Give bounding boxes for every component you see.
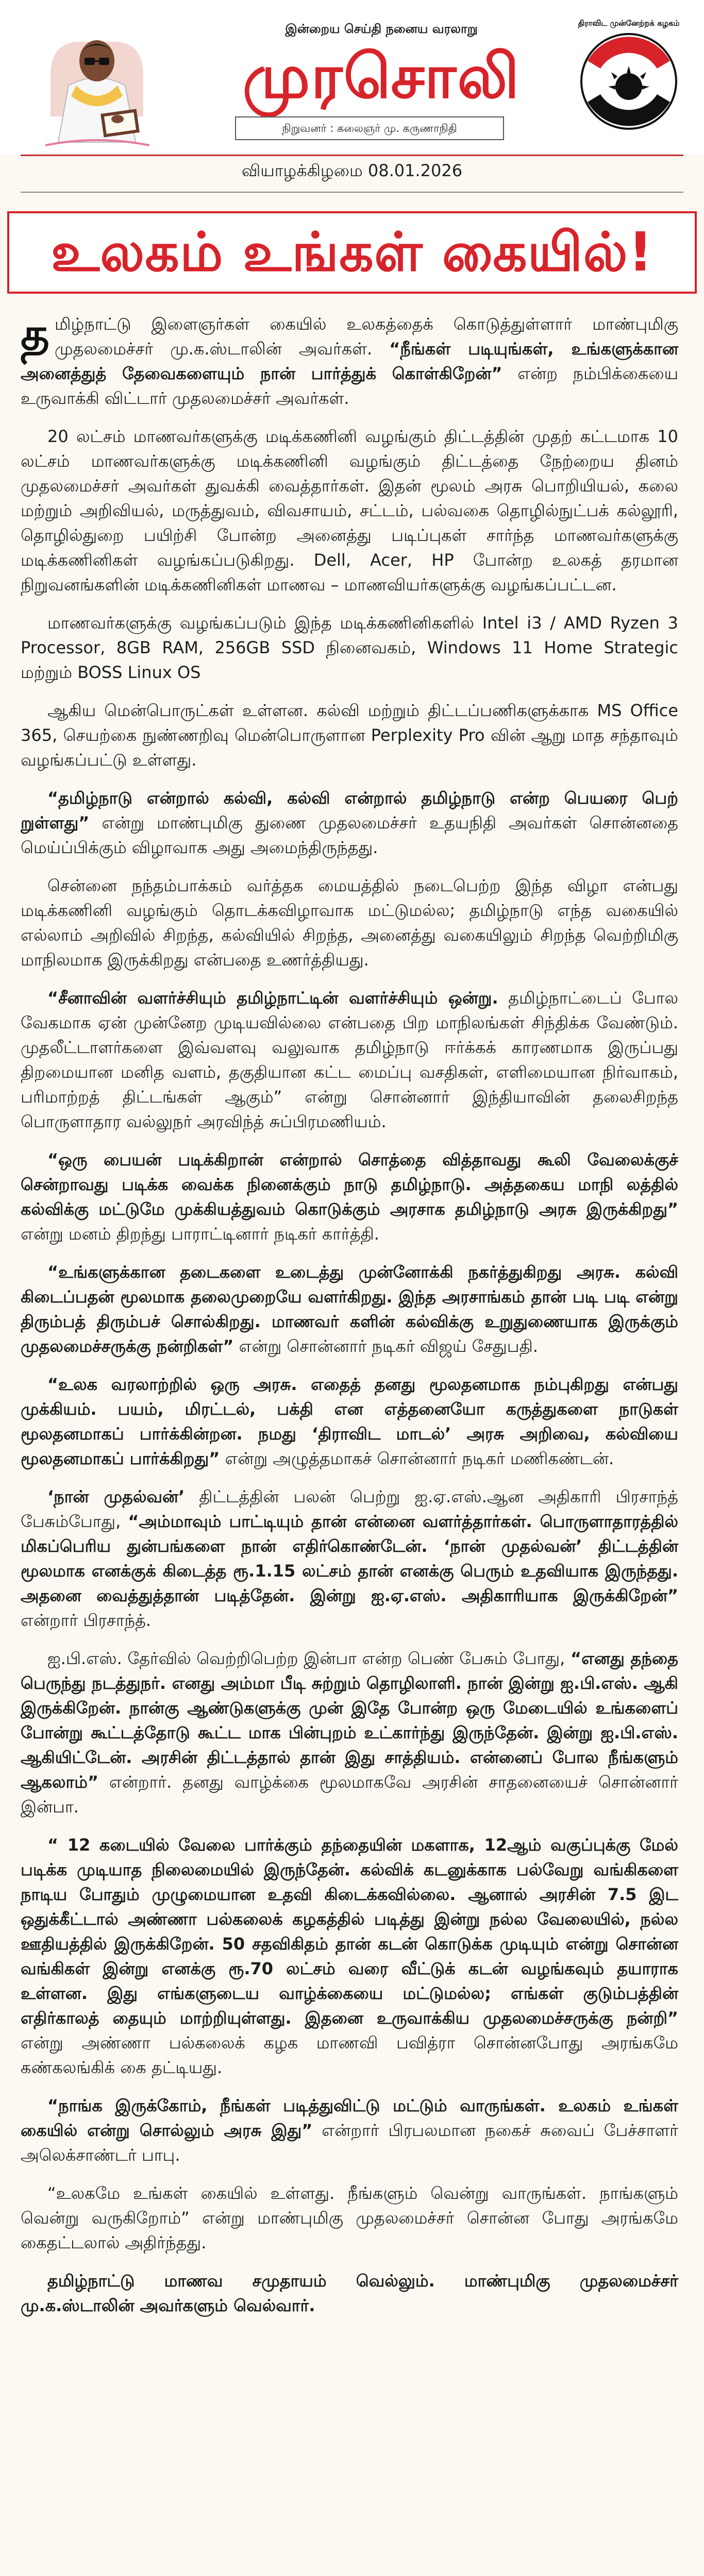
paragraph [21,2268,678,2318]
paragraph: ‘நான் முதல்வன்’ திட்டத்தின் பலன் பெற்று ஐ.ஏ.எஸ்.ஆன அதிகாரி பிரசாந்த் பேசும்போது, “அம்மாவும் பாட்டியும் தான் என்னை வளர்த்தார்கள். பொருளாதாரத்தில் மிகப்பெரிய துன்பங்களை நான் எதிர்கொண்டேன். ‘நான் முதல்வன்’ திட்டத்தின் மூலமாக எனக்குக் கிடைத்த ரூ.1.15 லட்சம் தான் எனக்கு பெரும் உதவியாக இருந்தது. அதனை வைத்துத்தான் படித்தேன். இன்று ஐ.ஏ.எஸ். அதிகாரியாக இருக்கிறேன்” என்றார் பிரசாந்த். [21,1487,679,1630]
masthead-tagline: இன்றைய செய்தி நனைய வரலாறு [285,22,478,36]
quote: “ஒரு பையன் படிக்கிறான் என்றால் சொத்தை வித்தாவது கூலி வேலைக்குச் சென்றாவது படிக்க வைக்க நினைக்கும் நாடு தமிழ்நாடு. அத்தகைய மாநி லத்தில் கல்விக்கு மட்டுமே முக்கியத்துவம் கொடுக்கும் அரசாக தமிழ்நாடு அரசு இருக்கிறது” [21,1150,678,1219]
quote: “அம்மாவும் பாட்டியும் தான் என்னை வளர்த்தார்கள். பொருளாதாரத்தில் மிகப்பெரிய துன்பங்களை நான் எதிர்கொண்டேன். ‘நான் முதல்வன்’ திட்டத்தின் மூலமாக எனக்குக் கிடைத்த ரூ.1.15 லட்சம் தான் எனக்கு பெரும் உதவியாக இருந்தது. அதனை வைத்துத்தான் படித்தேன். இன்று ஐ.ஏ.எஸ். அதிகாரியாக இருக்கிறேன்” [21,1512,679,1605]
paragraph: ஐ.பி.எஸ். தேர்வில் வெற்றிபெற்ற இன்பா என்ற பெண் பேசும் போது, “எனது தந்தை பெருந்து நடத்துநர். எனது அம்மா பீடி சுற்றும் தொழிலாளி. நான் இன்று ஐ.பி.எஸ். ஆகி இருக்கிறேன். நான்கு ஆண்டுகளுக்கு முன் இதே போன்ற ஒரு மேடையில் உங்களைப் போன்று கூட்டத்தோடு கூட்ட மாக பின்புறம் உட்கார்ந்து இருந்தேன். இன்று ஐ.பி.எஸ். ஆகியிட்டேன். அரசின் திட்டத்தால் தான் இது சாத்தியம். என்னைப் போல நீங்களும் ஆகலாம்” என்றார். தனது வாழ்க்கை மூலமாகவே அரசின் சாதனையைச் சொன்னார் இன்பா. [21,1649,679,1817]
paragraph: சென்னை நந்தம்பாக்கம் வர்த்தக மையத்தில் நடைபெற்ற இந்த விழா என்பது மடிக்கணினி வழங்கும் தொடக்கவிழாவாக மட்டுமல்ல; தமிழ்நாடு எந்த வகையில் எல்லாம் அறிவில் சிறந்த, கல்வியில் சிறந்த, அனைத்து வகையிலும் சிறந்த வெற்றிமிகு மாநிலமாக இருக்கிறது என்பதை உணர்த்தியது. [21,876,678,970]
drop-cap: த [21,309,50,360]
brand-logo [227,40,536,112]
paragraph: “தமிழ்நாடு என்றால் கல்வி, கல்வி என்றால் தமிழ்நாடு என்ற பெயரை பெற் றுள்ளது” என்று மாண்புமிகு துணை முதலமைச்சர் உதயநிதி அவர்கள் சொன்னதை மெய்ப்பிக்கும் விழாவாக அது அமைந்திருந்தது. [21,788,678,857]
quote: “சீனாவின் வளர்ச்சியும் தமிழ்நாட்டின் வளர்ச்சியும் ஒன்று. [47,988,498,1008]
quote: “எனது தந்தை பெருந்து நடத்துநர். எனது அம்மா பீடி சுற்றும் தொழிலாளி. நான் இன்று ஐ.பி.எஸ். ஆகி இருக்கிறேன். நான்கு ஆண்டுகளுக்கு முன் இதே போன்ற ஒரு மேடையில் உங்களைப் போன்று கூட்டத்தோடு கூட்ட மாக பின்புறம் உட்கார்ந்து இருந்தேன். இன்று ஐ.பி.எஸ். ஆகியிட்டேன். அரசின் திட்டத்தால் தான் இது சாத்தியம். என்னைப் போல நீங்களும் ஆகலாம்” [21,1649,679,1792]
svg-text:திராவிட முன்னேற்றக் கழகம்: திராவிட முன்னேற்றக் கழகம் [578,19,680,28]
paragraph: ஆகிய மென்பொருட்கள் உள்ளன. கல்வி மற்றும் திட்டப்பணிகளுக்காக MS Office 365, செயற்கை நுண்ணறிவு மென்பொருளான Perplexity Pro வின் ஆறு மாத சந்தாவும் வழங்கப்பட்டு உள்ளது. [21,701,678,770]
publication-date: வியாழக்கிழமை 08.01.2026 [241,161,463,180]
date-divider [21,192,683,193]
leader-portrait-icon [40,13,155,148]
quote: “நீங்கள் படியுங்கள், உங்களுக்கான அனைத்துத் தேவைகளையும் நான் பார்த்துக் கொள்கிறேன்” [21,339,679,383]
brand-name: முரசொலி [242,41,521,112]
paragraph: “உங்களுக்கான தடைகளை உடைத்து முன்னோக்கி நகர்த்துகிறது அரசு. கல்வி கிடைப்பதன் மூலமாக தலைமுறையே வளர்கிறது. இந்த அரசாங்கம் தான் படி படி என்று திரும்பத் திரும்பச் சொல்கிறது. மாணவர் களின் கல்விக்கு உறுதுணையாக இருக்கும் முதலமைச்சருக்கு நன்றிகள்” என்று சொன்னார் நடிகர் விஜய் சேதுபதி. [21,1262,678,1356]
editorial-body [21,309,679,2331]
paragraph: மாணவர்களுக்கு வழங்கப்படும் இந்த மடிக்கணினிகளில் Intel i3 / AMD Ryzen 3 Processor, 8GB RAM, 256GB SSD நினைவகம், Windows 11 Home Strategic மற்றும் BOSS Linux OS [21,613,678,682]
paragraph: 20 லட்சம் மாணவர்களுக்கு மடிக்கணினி வழங்கும் திட்டத்தின் முதற் கட்டமாக 10 லட்சம் மாணவர்களுக்கு மடிக்கணினி வழங்கும் திட்டத்தை நேற்றைய தினம் முதலமைச்சர் அவர்கள் துவக்கி வைத்தார்கள். இதன் மூலம் அரசு பொறியியல், கலை மற்றும் அறிவியல், மருத்துவம், விவசாயம், சட்டம், பல்வகை தொழில்நுட்பக் கல்லூரி, தொழில்துறை பயிற்சி போன்ற அனைத்து படிப்புகள் சார்ந்த மாணவர்களுக்கு மடிக்கணினிகள் வழங்கப்படுகிறது. Dell, Acer, HP போன்ற உலகத் தரமான நிறுவனங்களின் மடிக்கணினிகள் மாணவ – மாணவியர்களுக்கு வழங்கப்பட்டன. [21,427,678,595]
masthead-divider [21,155,683,156]
closing-line: தமிழ்நாட்டு மாணவ சமுதாயம் வெல்லும். மாண்புமிகு முதலமைச்சர் மு.க.ஸ்டாலின் அவர்களும் வெல்வார். [21,2271,678,2315]
paragraph: “நாங்க இருக்கோம், நீங்கள் படித்துவிட்டு மட்டும் வாருங்கள். உலகம் உங்கள் கையில் என்று சொல்லும் அரசு இது” என்றார் பிரபலமான நகைச் சுவைப் பேச்சாளர் அலெக்சாண்டர் பாபு. [21,2096,679,2165]
paragraph: “சீனாவின் வளர்ச்சியும் தமிழ்நாட்டின் வளர்ச்சியும் ஒன்று. தமிழ்நாட்டைப் போல வேகமாக ஏன் முன்னேற முடியவில்லை என்பதை பிற மாநிலங்கள் சிந்திக்க வேண்டும். முதலீட்டாளர்களை இவ்வளவு வலுவாக தமிழ்நாடு ஈர்க்கக் காரணமாக இருப்பது திறமையான மனித வளம், தகுதியான கட்ட மைப்பு வசதிகள், எளிமையான நிர்வாகம், பரிமாற்றத் திட்டங்கள் ஆகும்” என்று சொன்னார் இந்தியாவின் தலைசிறந்த பொருளாதார வல்லுநர் அரவிந்த் சுப்பிரமணியம். [21,988,679,1131]
editorial-headline: உலகம் உங்கள் கையில்! [7,211,697,294]
paragraph: “உலக வரலாற்றில் ஒரு அரசு. எதைத் தனது மூலதனமாக நம்புகிறது என்பது முக்கியம். பயம், மிரட்டல், பக்தி என எத்தனையோ கருத்துகளை நாடுகள் மூலதனமாகப் பார்க்கின்றன. நமது ‘திராவிட மாடல்’ அரசு அறிவை, கல்வியை மூலதனமாகப் பார்க்கிறது” என்று அழுத்தமாகச் சொன்னார் நடிகர் மணிகண்டன். [21,1375,679,1468]
quote: “உங்களுக்கான தடைகளை உடைத்து முன்னோக்கி நகர்த்துகிறது அரசு. கல்வி கிடைப்பதன் மூலமாக தலைமுறையே வளர்கிறது. இந்த அரசாங்கம் தான் படி படி என்று திரும்பத் திரும்பச் சொல்கிறது. மாணவர் களின் கல்விக்கு உறுதுணையாக இருக்கும் முதலமைச்சருக்கு நன்றிகள்” [21,1262,678,1356]
founder-bar: நிறுவனர் : கலைஞர் மு. கருணாநிதி [235,116,504,140]
quote: “தமிழ்நாடு என்றால் கல்வி, கல்வி என்றால் தமிழ்நாடு என்ற பெயரை பெற் றுள்ளது” [21,788,678,833]
paragraph: “உலகமே உங்கள் கையில் உள்ளது. நீங்களும் வென்று வாருங்கள். நாங்களும் வென்று வருகிறோம்” என்று மாண்புமிகு முதலமைச்சர் சொன்ன போது அரங்கமே கைதட்டலால் அதிர்ந்தது. [21,2183,678,2252]
quote: “ 12 கடையில் வேலை பார்க்கும் தந்தையின் மகளாக, 12ஆம் வகுப்புக்கு மேல் படிக்க முடியாத நிலைமையில் இருந்தேன். கல்விக் கடனுக்காக பல்வேறு வங்கிகளை நாடிய போதும் முழுமையான உதவி கிடைக்கவில்லை. ஆனால் அரசின் 7.5 இட ஒதுக்கீட்டால் அண்ணா பல்கலைக் கழகத்தில் படித்து இன்று நல்ல வேலையில், நல்ல ஊதியத்தில் இருக்கிறேன். 50 சதவிகிதம் தான் கடன் கொடுக்க முடியும் என்று சொன்ன வங்கிகள் இன்று எனக்கு ரூ.70 லட்சம் வரை வீட்டுக் கடன் வழங்கவும் தயாராக உள்ளன. இது எங்களுடைய வாழ்க்கையை மட்டுமல்ல; எங்கள் குடும்பத்தின் எதிர்காலத் தையும் மாற்றியுள்ளது. இதனை உருவாக்கிய முதலமைச்சருக்கு நன்றி” [21,1835,679,2028]
quote: “நாங்க இருக்கோம், நீங்கள் படித்துவிட்டு மட்டும் வாருங்கள். உலகம் உங்கள் கையில் என்று சொல்லும் அரசு இது” [21,2096,679,2140]
paragraph: “ஒரு பையன் படிக்கிறான் என்றால் சொத்தை வித்தாவது கூலி வேலைக்குச் சென்றாவது படிக்க வைக்க நினைக்கும் நாடு தமிழ்நாடு. அத்தகைய மாநி லத்தில் கல்விக்கு மட்டுமே முக்கியத்துவம் கொடுக்கும் அரசாக தமிழ்நாடு அரசு இருக்கிறது” என்று மனம் திறந்து பாராட்டினார் நடிகர் கார்த்தி. [21,1150,678,1244]
paragraph: “ 12 கடையில் வேலை பார்க்கும் தந்தையின் மகளாக, 12ஆம் வகுப்புக்கு மேல் படிக்க முடியாத நிலைமையில் இருந்தேன். கல்விக் கடனுக்காக பல்வேறு வங்கிகளை நாடிய போதும் முழுமையான உதவி கிடைக்கவில்லை. ஆனால் அரசின் 7.5 இட ஒதுக்கீட்டால் அண்ணா பல்கலைக் கழகத்தில் படித்து இன்று நல்ல வேலையில், நல்ல ஊதியத்தில் இருக்கிறேன். 50 சதவிகிதம் தான் கடன் கொடுக்க முடியும் என்று சொன்ன வங்கிகள் இன்று எனக்கு ரூ.70 லட்சம் வரை வீட்டுக் கடன் வழங்கவும் தயாராக உள்ளன. இது எங்களுடைய வாழ்க்கையை மட்டுமல்ல; எங்கள் குடும்பத்தின் எதிர்காலத் தையும் மாற்றியுள்ளது. இதனை உருவாக்கிய முதலமைச்சருக்கு நன்றி” என்று அண்ணா பல்கலைக் கழக மாணவி பவித்ரா சொன்னபோது அரங்கமே கண்கலங்கிக் கை தட்டியது. [21,1835,679,2077]
party-emblem-icon [572,14,685,138]
paragraph: தமிழ்நாட்டு இளைஞர்கள் கையில் உலகத்தைக் கொடுத்துள்ளார் மாண்புமிகு முதலமைச்சர் மு.க.ஸ்டாலின் அவர்கள். “நீங்கள் படியுங்கள், உங்களுக்கான அனைத்துத் தேவைகளையும் நான் பார்த்துக் கொள்கிறேன்” என்ற நம்பிக்கையை உருவாக்கி விட்டார் முதலமைச்சர் அவர்கள். [21,309,679,408]
masthead [0,0,704,155]
quote: “உலக வரலாற்றில் ஒரு அரசு. எதைத் தனது மூலதனமாக நம்புகிறது என்பது முக்கியம். பயம், மிரட்டல், பக்தி என எத்தனையோ கருத்துகளை நாடுகள் மூலதனமாகப் பார்க்கின்றன. நமது ‘திராவிட மாடல்’ அரசு அறிவை, கல்வியை மூலதனமாகப் பார்க்கிறது” [21,1375,679,1468]
